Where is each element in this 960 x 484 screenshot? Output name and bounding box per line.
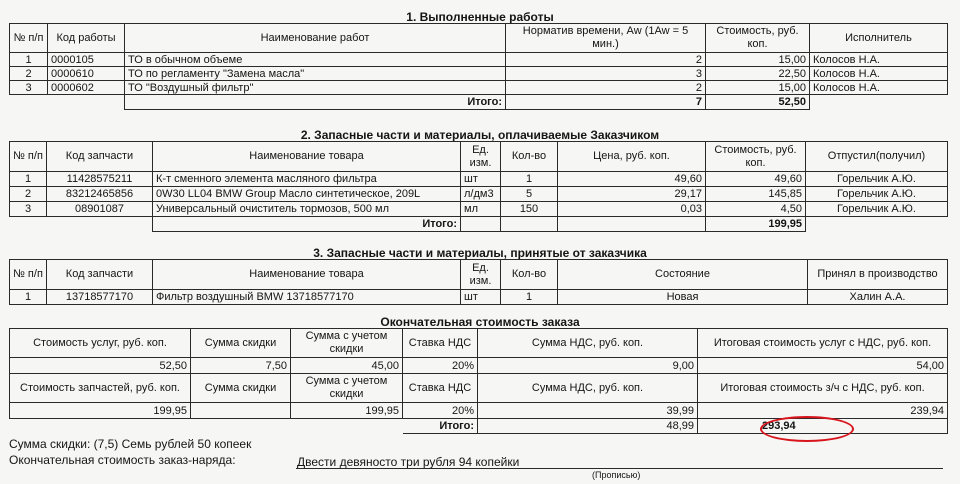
parts-vat-rate: 20% — [403, 403, 478, 419]
row-num: 3 — [10, 202, 47, 217]
row-cost: 22,50 — [706, 67, 810, 81]
discount-label: Сумма скидки — [191, 374, 291, 403]
services-with-discount: 45,00 — [291, 358, 403, 374]
parts-total: 239,94 — [698, 403, 948, 419]
with-discount-label: Сумма с учетом скидки — [291, 329, 403, 358]
total-row — [10, 95, 948, 110]
row-name: Универсальный очиститель тормозов, 500 мл — [153, 202, 461, 217]
row-issued: Горельчик А.Ю. — [806, 187, 948, 202]
final-title: Окончательная стоимость заказа — [380, 315, 580, 329]
services-total: 54,00 — [698, 358, 948, 374]
row-name: ТО в обычном объеме — [125, 53, 506, 67]
table-row — [10, 202, 948, 217]
table-row — [10, 290, 948, 305]
customer-parts-table — [9, 259, 948, 305]
final-words: Двести девяносто три рубля 94 копейки — [297, 455, 520, 469]
row-cost: 145,85 — [706, 187, 806, 202]
row-time: 2 — [506, 53, 706, 67]
final-total-label: Итого: — [403, 419, 478, 434]
row-num: 3 — [10, 81, 48, 95]
row-cost: 4,50 — [706, 202, 806, 217]
works-title: 1. Выполненные работы — [406, 10, 554, 24]
row-num: 1 — [10, 290, 47, 305]
row-unit: шт — [461, 172, 501, 187]
signature-line — [296, 468, 943, 469]
works-header-name: Наименование работ — [125, 24, 506, 53]
parts-header-cost: Стоимость, руб. коп. — [706, 142, 806, 172]
works-header-num: № п/п — [10, 24, 48, 53]
row-performer: Колосов Н.А. — [810, 67, 948, 81]
row-unit: шт — [461, 290, 501, 305]
row-name: ТО "Воздушный фильтр" — [125, 81, 506, 95]
row-cost: 49,60 — [706, 172, 806, 187]
row-code: 83212465856 — [47, 187, 153, 202]
table-row — [10, 187, 948, 202]
works-total-cost: 52,50 — [706, 95, 810, 110]
total-row — [10, 217, 948, 232]
row-name: ТО по регламенту "Замена масла" — [125, 67, 506, 81]
row-unit: мл — [461, 202, 501, 217]
row-qty: 1 — [501, 172, 558, 187]
row-price: 49,60 — [558, 172, 706, 187]
services-total-label: Итоговая стоимость услуг с НДС, руб. коп. — [698, 329, 948, 358]
vat-rate-label: Ставка НДС — [403, 329, 478, 358]
services-label: Стоимость услуг, руб. коп. — [10, 329, 191, 358]
cp-header-code: Код запчасти — [47, 260, 153, 290]
row-num: 1 — [10, 172, 47, 187]
row-price: 0,03 — [558, 202, 706, 217]
row-issued: Горельчик А.Ю. — [806, 202, 948, 217]
row-code: 0000105 — [48, 53, 125, 67]
vat-sum-label: Сумма НДС, руб. коп. — [478, 374, 698, 403]
row-state: Новая — [558, 290, 808, 305]
works-total-time: 7 — [506, 95, 706, 110]
parts-table — [9, 141, 948, 232]
services-cost: 52,50 — [10, 358, 191, 374]
final-total-vat: 48,99 — [478, 419, 698, 434]
row-time: 3 — [506, 67, 706, 81]
row-issued: Горельчик А.Ю. — [806, 172, 948, 187]
parts-header-name: Наименование товара — [153, 142, 461, 172]
works-table — [9, 23, 948, 110]
row-code: 0000610 — [48, 67, 125, 81]
parts-total-label: Итоговая стоимость з/ч с НДС, руб. коп. — [698, 374, 948, 403]
parts-discount — [191, 403, 291, 419]
table-row — [10, 172, 948, 187]
parts-cost-label: Стоимость запчастей, руб. коп. — [10, 374, 191, 403]
parts-header-price: Цена, руб. коп. — [558, 142, 706, 172]
parts-total-cost: 199,95 — [706, 217, 806, 232]
parts-cost: 199,95 — [10, 403, 191, 419]
vat-rate-label: Ставка НДС — [403, 374, 478, 403]
table-row — [10, 53, 948, 67]
row-name: К-т сменного элемента масляного фильтра — [153, 172, 461, 187]
parts-total-label: Итого: — [153, 217, 461, 232]
row-cost: 15,00 — [706, 81, 810, 95]
customer-parts-title: 3. Запасные части и материалы, принятые от заказчика — [313, 246, 647, 260]
cp-header-name: Наименование товара — [153, 260, 461, 290]
row-code: 0000602 — [48, 81, 125, 95]
parts-vat-sum: 39,99 — [478, 403, 698, 419]
vat-sum-label: Сумма НДС, руб. коп. — [478, 329, 698, 358]
parts-header-issued: Отпустил(получил) — [806, 142, 948, 172]
parts-header-qty: Кол-во — [501, 142, 558, 172]
cp-header-accepted: Принял в производство — [808, 260, 948, 290]
discount-text: Сумма скидки: (7,5) Семь рублей 50 копеек — [9, 437, 252, 451]
row-performer: Колосов Н.А. — [810, 81, 948, 95]
row-code: 08901087 — [47, 202, 153, 217]
cp-header-qty: Кол-во — [501, 260, 558, 290]
table-row — [10, 81, 948, 95]
words-hint: (Прописью) — [592, 470, 641, 480]
with-discount-label: Сумма с учетом скидки — [291, 374, 403, 403]
parts-header-num: № п/п — [10, 142, 47, 172]
row-code: 13718577170 — [47, 290, 153, 305]
grand-total: 293,94 — [698, 419, 948, 434]
row-code: 11428575211 — [47, 172, 153, 187]
works-header-time: Норматив времени, Aw (1Aw = 5 мин.) — [506, 24, 706, 53]
works-header-code: Код работы — [48, 24, 125, 53]
parts-title: 2. Запасные части и материалы, оплачиваемые Заказчиком — [300, 128, 660, 142]
cp-header-unit: Ед. изм. — [461, 260, 501, 290]
works-header-cost: Стоимость, руб. коп. — [706, 24, 810, 53]
row-num: 2 — [10, 67, 48, 81]
parts-header-code: Код запчасти — [47, 142, 153, 172]
services-vat-rate: 20% — [403, 358, 478, 374]
row-price: 29,17 — [558, 187, 706, 202]
services-discount: 7,50 — [191, 358, 291, 374]
row-num: 1 — [10, 53, 48, 67]
parts-with-discount: 199,95 — [291, 403, 403, 419]
row-num: 2 — [10, 187, 47, 202]
row-unit: л/дм3 — [461, 187, 501, 202]
row-qty: 5 — [501, 187, 558, 202]
works-total-label: Итого: — [125, 95, 506, 110]
row-name: 0W30 LL04 BMW Group Масло синтетическое, 209L — [153, 187, 461, 202]
final-label: Окончательная стоимость заказ-наряда: — [9, 453, 236, 467]
cp-header-state: Состояние — [558, 260, 808, 290]
parts-header-unit: Ед. изм. — [461, 142, 501, 172]
row-time: 2 — [506, 81, 706, 95]
row-qty: 1 — [501, 290, 558, 305]
row-cost: 15,00 — [706, 53, 810, 67]
table-row — [10, 67, 948, 81]
cp-header-num: № п/п — [10, 260, 47, 290]
services-vat-sum: 9,00 — [478, 358, 698, 374]
row-performer: Колосов Н.А. — [810, 53, 948, 67]
grand-total-highlight — [760, 416, 854, 442]
works-header-performer: Исполнитель — [810, 24, 948, 53]
table-row — [10, 358, 948, 374]
row-name: Фильтр воздушный BMW 13718577170 — [153, 290, 461, 305]
discount-label: Сумма скидки — [191, 329, 291, 358]
row-qty: 150 — [501, 202, 558, 217]
row-accepted: Халин А.А. — [808, 290, 948, 305]
